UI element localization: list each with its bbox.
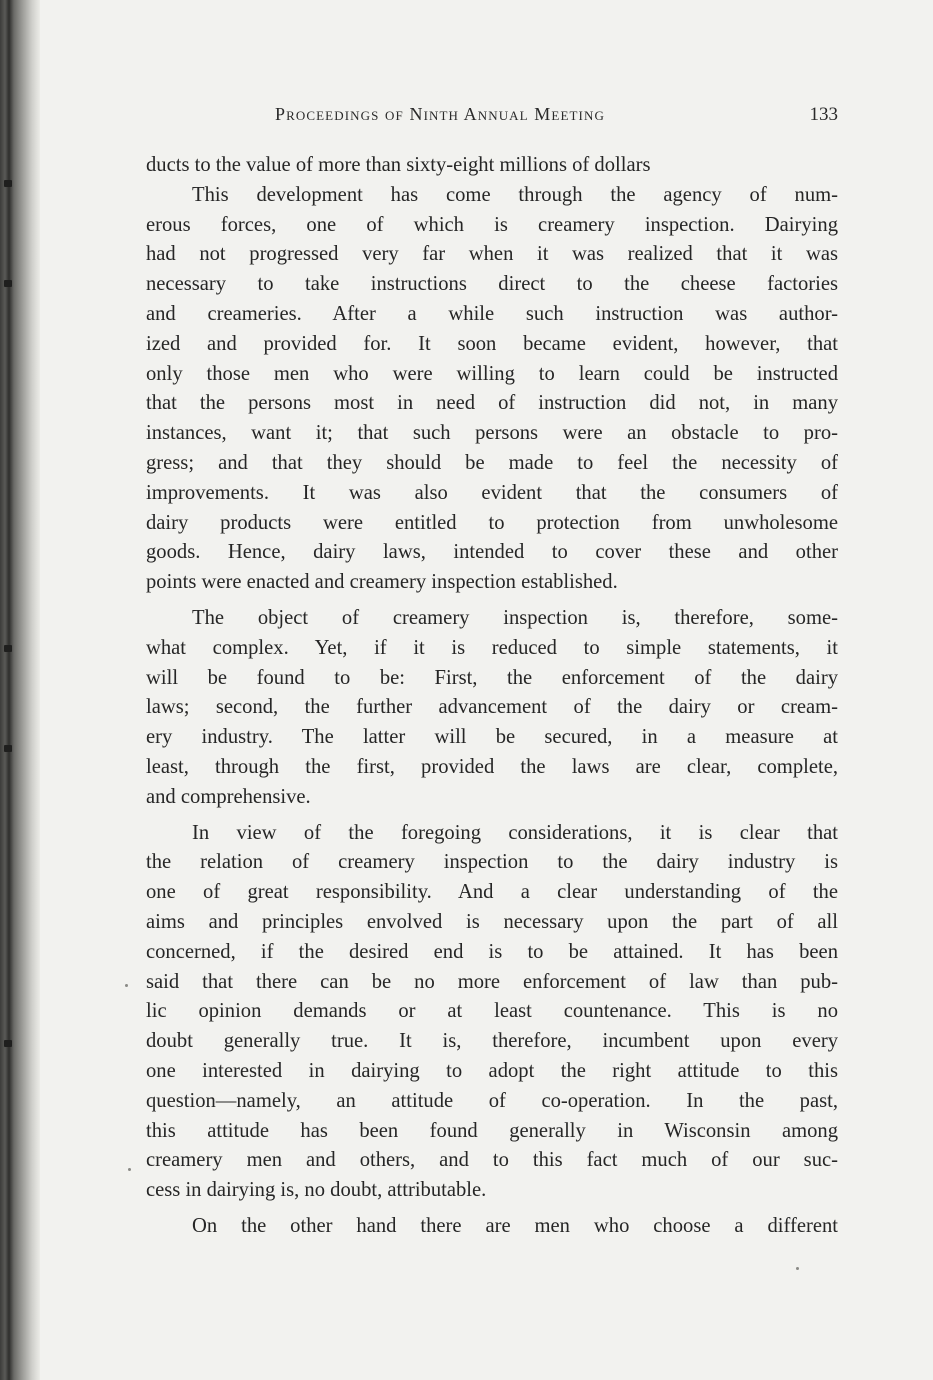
text-line: that the persons most in need of instruction did not, in many [146, 392, 838, 415]
paper-speck [128, 1168, 131, 1171]
page-number: 133 [809, 104, 838, 125]
text-line: and comprehensive. [146, 785, 311, 808]
paper-speck [125, 984, 128, 987]
text-line: had not progressed very far when it was realized that it was [146, 243, 838, 266]
text-line: necessary to take instructions direct to the cheese factories [146, 273, 838, 296]
text-line: goods. Hence, dairy laws, intended to cover these and other [146, 541, 838, 564]
paragraph [146, 604, 838, 813]
text-line: said that there can be no more enforcement of law than pub- [146, 970, 838, 993]
text-line: aims and principles envolved is necessary upon the part of all [146, 910, 838, 933]
text-line: This development has come through the agency of num- [192, 183, 838, 206]
page-header [146, 104, 838, 132]
text-line: creamery men and others, and to this fact much of our suc- [146, 1149, 838, 1172]
running-head: Proceedings of Ninth Annual Meeting [275, 104, 605, 124]
text-line: ized and provided for. It soon became evident, however, that [146, 332, 838, 355]
text-line: this attitude has been found generally in Wisconsin among [146, 1119, 838, 1142]
text-line: instances, want it; that such persons were an obstacle to pro- [146, 422, 838, 445]
paper-speck [796, 1267, 799, 1270]
text-line: what complex. Yet, if it is reduced to simple statements, it [146, 636, 838, 659]
paragraph [146, 181, 838, 598]
text-line: lic opinion demands or at least countenance. This is no [146, 1000, 838, 1023]
text-line: doubt generally true. It is, therefore, incumbent upon every [146, 1030, 838, 1053]
text-line: concerned, if the desired end is to be attained. It has been [146, 940, 838, 963]
text-line: dairy products were entitled to protection from unwholesome [146, 511, 838, 534]
binding-mark [4, 745, 12, 752]
binding-mark [4, 280, 12, 287]
text-line: one interested in dairying to adopt the right attitude to this [146, 1059, 838, 1082]
text-line: the relation of creamery inspection to the dairy industry is [146, 851, 838, 874]
text-line: will be found to be: First, the enforcement of the dairy [146, 666, 838, 689]
text-line: improvements. It was also evident that the consumers of [146, 481, 838, 504]
body-text [146, 151, 838, 1242]
paragraph [146, 151, 838, 181]
paragraph [146, 1212, 838, 1242]
text-line: least, through the first, provided the laws are clear, complete, [146, 755, 838, 778]
text-line: and creameries. After a while such instruction was author- [146, 302, 838, 325]
binding-mark [4, 645, 12, 652]
book-spine-shadow [0, 0, 40, 1380]
text-line: ducts to the value of more than sixty-eight millions of dollars [146, 154, 651, 176]
text-line: cess in dairying is, no doubt, attributable. [146, 1179, 487, 1202]
text-line: erous forces, one of which is creamery inspection. Dairying [146, 213, 838, 236]
text-line: The object of creamery inspection is, therefore, some- [192, 606, 838, 629]
text-line: In view of the foregoing considerations, it is clear that [192, 821, 838, 844]
text-line: one of great responsibility. And a clear understanding of the [146, 881, 838, 904]
binding-mark [4, 1040, 12, 1047]
paragraph [146, 819, 838, 1206]
text-line: On the other hand there are men who choose a different [192, 1214, 838, 1237]
text-line: points were enacted and creamery inspection established. [146, 571, 618, 594]
text-line: gress; and that they should be made to feel the necessity of [146, 451, 838, 474]
binding-mark [4, 180, 12, 187]
text-line: question—namely, an attitude of co-operation. In the past, [146, 1089, 838, 1112]
text-line: ery industry. The latter will be secured, in a measure at [146, 726, 838, 749]
text-line: only those men who were willing to learn could be instructed [146, 362, 838, 385]
text-line: laws; second, the further advancement of the dairy or cream- [146, 696, 838, 719]
